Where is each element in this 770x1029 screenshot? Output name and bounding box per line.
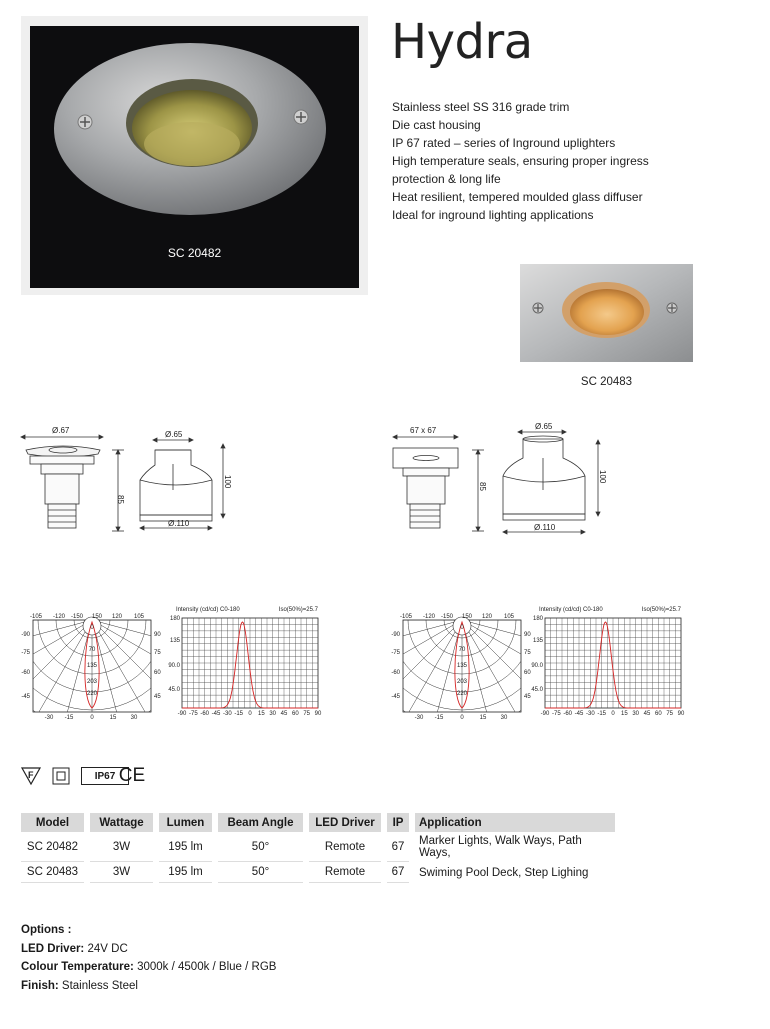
- polar-left-label: -75: [391, 650, 400, 656]
- class-ii-icon: [52, 766, 70, 786]
- cartesian-x-label: -45: [211, 711, 221, 717]
- cell-lumen: 195 lm: [159, 832, 212, 862]
- feature-item: Heat resilient, tempered moulded glass diffuser: [392, 190, 643, 204]
- cartesian-y-label: 45.0: [168, 687, 180, 693]
- cartesian-x-label: -30: [585, 711, 595, 717]
- finish-value: Stainless Steel: [58, 979, 138, 992]
- ip67-icon: IP67: [81, 767, 129, 785]
- base-dim-label: Ø.110: [534, 523, 556, 532]
- cell-wattage: 3W: [90, 862, 153, 883]
- cartesian-y-label: 135: [532, 638, 543, 644]
- polar-top-label: -105: [399, 614, 413, 620]
- polar-right-label: 60: [524, 670, 531, 676]
- height-dim-label: 100: [598, 470, 607, 484]
- cartesian-x-label: 30: [269, 711, 277, 717]
- polar-top-label: -105: [29, 614, 43, 620]
- polar-ring-label: 0: [90, 625, 94, 631]
- cartesian-iso-label: Iso(50%)=25.7: [641, 607, 681, 613]
- top-dim-label: Ø.65: [165, 430, 183, 439]
- polar-ring-label: 70: [458, 647, 466, 653]
- svg-text:F: F: [28, 770, 34, 780]
- cartesian-x-label: 0: [611, 711, 615, 717]
- polar-ring-label: 220: [456, 691, 468, 697]
- cell-beam-angle: 50°: [218, 832, 303, 862]
- polar-ring-label: 0: [460, 625, 464, 631]
- cell-beam-angle: 50°: [218, 862, 303, 883]
- table-row: [21, 832, 615, 862]
- cartesian-x-label: -30: [222, 711, 232, 717]
- cell-model: SC 20482: [21, 832, 84, 862]
- polar-left-label: -90: [391, 632, 400, 638]
- cartesian-title: Intensity (cd/cd) C0-180: [176, 607, 240, 613]
- polar-ring-label: 135: [456, 663, 468, 669]
- table-row: [21, 862, 615, 883]
- polar-left-label: -45: [21, 694, 30, 700]
- polar-bottom-label: 30: [500, 715, 508, 721]
- polar-spoke: [363, 620, 462, 719]
- cartesian-x-label: 15: [620, 711, 628, 717]
- cartesian-x-label: -15: [597, 711, 607, 717]
- feature-item: Die cast housing: [392, 118, 481, 132]
- cartesian-iso-label: Iso(50%)=25.7: [278, 607, 318, 613]
- col-wattage: Wattage: [90, 813, 153, 832]
- cartesian-x-label: 15: [257, 711, 265, 717]
- round-photo-caption: SC 20482: [167, 246, 222, 260]
- cartesian-x-label: -60: [200, 711, 210, 717]
- options-heading: Options :: [21, 924, 72, 936]
- polar-bottom-label: -15: [434, 715, 444, 721]
- polar-top-label: 150: [461, 614, 473, 620]
- table-header-row: [21, 813, 615, 832]
- polar-top-label: -150: [70, 614, 84, 620]
- cartesian-y-label: 90.0: [168, 663, 180, 669]
- cartesian-x-label: 90: [677, 711, 685, 717]
- polar-bottom-label: 0: [90, 715, 94, 721]
- cell-wattage: 3W: [90, 832, 153, 862]
- height-dim-label: 100: [223, 475, 232, 489]
- polar-ring-label: 135: [86, 663, 98, 669]
- depth-dim-label: 85: [478, 482, 487, 491]
- polar-bottom-label: 15: [109, 715, 117, 721]
- cartesian-intensity-chart-square: [531, 606, 685, 718]
- finish-label: Finish:: [21, 979, 59, 992]
- polar-spoke: [56, 620, 92, 755]
- cell-application: Marker Lights, Walk Ways, Path Ways,: [419, 835, 582, 859]
- polar-left-label: -60: [391, 670, 400, 676]
- feature-item: High temperature seals, ensuring proper ingress: [392, 154, 649, 168]
- square-photo-caption: SC 20483: [580, 376, 633, 388]
- depth-dim-label: 85: [116, 495, 125, 504]
- cartesian-x-label: 45: [280, 711, 288, 717]
- cartesian-x-label: -75: [551, 711, 561, 717]
- cartesian-y-label: 135: [169, 638, 180, 644]
- polar-ring-label: 70: [88, 647, 96, 653]
- product-title: Hydra: [391, 14, 533, 70]
- cell-led-driver: Remote: [309, 832, 381, 862]
- cartesian-x-label: 0: [248, 711, 252, 717]
- colour-label: Colour Temperature:: [21, 961, 134, 973]
- polar-left-label: -90: [21, 632, 30, 638]
- polar-bottom-label: -15: [64, 715, 74, 721]
- polar-spoke: [0, 620, 92, 690]
- polar-top-label: 150: [91, 614, 103, 620]
- col-model: Model: [21, 813, 84, 832]
- polar-left-label: -75: [21, 650, 30, 656]
- polar-top-label: -120: [52, 614, 66, 620]
- cartesian-x-label: -60: [563, 711, 573, 717]
- polar-bottom-label: 15: [479, 715, 487, 721]
- round-dimension-drawing: [18, 420, 238, 540]
- polar-right-label: 45: [524, 694, 531, 700]
- col-ip: IP: [387, 813, 409, 832]
- cell-ip: 67: [387, 832, 409, 862]
- square-fitting-illustration: [520, 264, 693, 362]
- top-dim-label: Ø.65: [535, 422, 553, 431]
- feature-item: Ideal for inground lighting applications: [392, 208, 594, 222]
- col-beam-angle: Beam Angle: [218, 813, 303, 832]
- polar-right-label: 75: [154, 650, 161, 656]
- polar-spoke: [92, 620, 162, 741]
- col-led-driver: LED Driver: [309, 813, 381, 832]
- driver-label: LED Driver:: [21, 942, 85, 955]
- polar-top-label: -150: [440, 614, 454, 620]
- polar-intensity-chart-square: [388, 608, 533, 720]
- cartesian-x-label: 45: [643, 711, 651, 717]
- polar-spoke: [0, 620, 92, 656]
- polar-ring-label: 203: [86, 679, 98, 685]
- cartesian-x-label: -45: [574, 711, 584, 717]
- polar-ring-label: 220: [86, 691, 98, 697]
- cartesian-x-label: -15: [234, 711, 244, 717]
- cell-ip: 67: [387, 862, 409, 883]
- ce-mark-icon: CE: [118, 765, 146, 786]
- polar-top-label: 120: [481, 614, 493, 620]
- polar-spoke: [462, 620, 498, 755]
- polar-ring-label: 203: [456, 679, 468, 685]
- polar-right-label: 45: [154, 694, 161, 700]
- cell-led-driver: Remote: [309, 862, 381, 883]
- polar-right-label: 75: [524, 650, 531, 656]
- polar-spoke: [341, 620, 462, 690]
- polar-spoke: [392, 620, 462, 741]
- cartesian-grid: [545, 618, 681, 708]
- polar-spoke: [0, 620, 92, 719]
- feature-item: protection & long life: [392, 172, 501, 186]
- cell-model: SC 20483: [21, 862, 84, 883]
- col-lumen: Lumen: [159, 813, 212, 832]
- cartesian-x-label: -90: [540, 711, 550, 717]
- cartesian-x-label: 30: [632, 711, 640, 717]
- spec-table: [21, 813, 621, 883]
- polar-bottom-label: -30: [44, 715, 54, 721]
- trim-dim-label: Ø.67: [52, 426, 70, 435]
- cartesian-x-label: 90: [314, 711, 322, 717]
- cell-lumen: 195 lm: [159, 862, 212, 883]
- polar-top-label: 120: [111, 614, 123, 620]
- cartesian-x-label: 60: [291, 711, 299, 717]
- cartesian-y-label: 180: [169, 616, 180, 622]
- cartesian-title: Intensity (cd/cd) C0-180: [539, 607, 603, 613]
- cartesian-intensity-chart-round: [168, 606, 322, 718]
- col-application: Application: [415, 813, 615, 832]
- feature-item: Stainless steel SS 316 grade trim: [392, 100, 570, 114]
- square-fitting-photo: [520, 264, 693, 362]
- cartesian-grid: [182, 618, 318, 708]
- cartesian-y-label: 90.0: [531, 663, 543, 669]
- polar-spoke: [426, 620, 462, 755]
- cartesian-y-label: 180: [532, 616, 543, 622]
- polar-spoke: [92, 620, 128, 755]
- cartesian-x-label: -75: [188, 711, 198, 717]
- cartesian-x-label: 75: [666, 711, 674, 717]
- polar-top-label: 105: [503, 614, 515, 620]
- cartesian-x-label: 60: [654, 711, 662, 717]
- polar-bottom-label: 30: [130, 715, 138, 721]
- polar-right-label: 60: [154, 670, 161, 676]
- square-dimension-drawing: [388, 420, 618, 540]
- options-block: [21, 921, 276, 995]
- feature-item: IP 67 rated – series of Inground uplighters: [392, 136, 616, 150]
- f-mark-icon: [21, 766, 41, 786]
- polar-left-label: -45: [391, 694, 400, 700]
- cartesian-y-label: 45.0: [531, 687, 543, 693]
- polar-intensity-chart-round: [18, 608, 163, 720]
- polar-bottom-label: -30: [414, 715, 424, 721]
- polar-right-label: 90: [154, 632, 161, 638]
- cartesian-x-label: 75: [303, 711, 311, 717]
- polar-bottom-label: 0: [460, 715, 464, 721]
- driver-value: 24V DC: [84, 942, 128, 955]
- polar-spoke: [462, 620, 532, 741]
- feature-list: [392, 98, 649, 224]
- colour-value: 3000k / 4500k / Blue / RGB: [133, 961, 277, 973]
- base-dim-label: Ø.110: [168, 519, 190, 528]
- trim-dim-label: 67 x 67: [410, 426, 437, 435]
- polar-top-label: -120: [422, 614, 436, 620]
- polar-left-label: -60: [21, 670, 30, 676]
- cartesian-x-label: -90: [177, 711, 187, 717]
- cell-application: Swiming Pool Deck, Step Lighing: [419, 866, 589, 879]
- polar-right-label: 90: [524, 632, 531, 638]
- polar-spoke: [22, 620, 92, 741]
- polar-top-label: 105: [133, 614, 145, 620]
